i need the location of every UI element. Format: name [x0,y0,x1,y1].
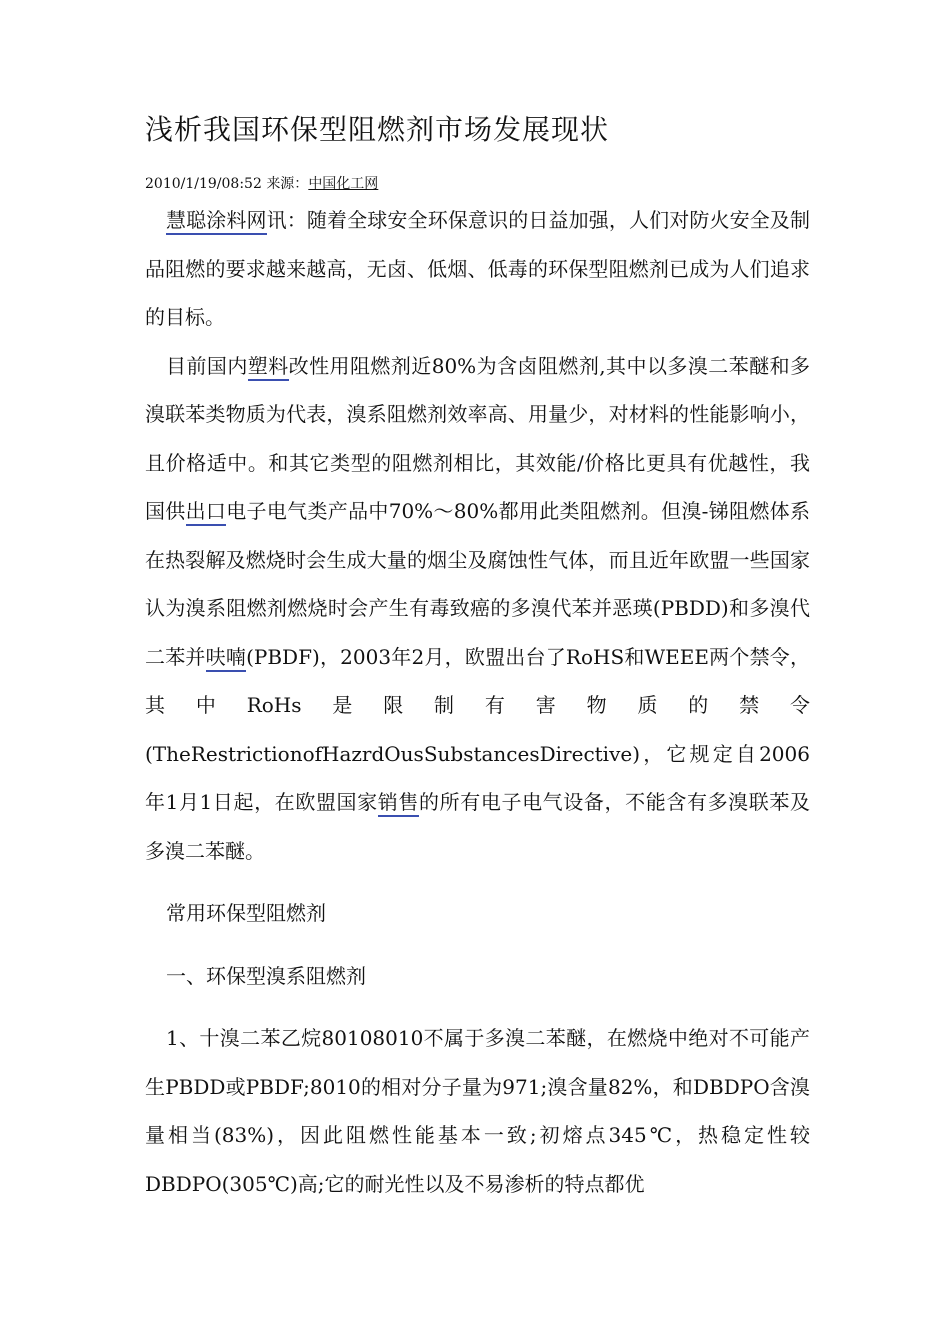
paragraph-text: 电子电气类产品中70%～80%都用此类阻燃剂。但溴-锑阻燃体系在热裂解及燃烧时会生成大量的烟尘及腐蚀性气体，而且近年欧盟一些国家认为溴系阻燃剂燃烧时会产生有毒致癌的多溴代苯并恶瑛(PBDD)和多溴代二苯并 [145,499,810,669]
source-link[interactable]: 中国化工网 [308,176,379,192]
article-title: 浅析我国环保型阻燃剂市场发展现状 [145,113,610,146]
paragraph-item-1: 1、十溴二苯乙烷80108010不属于多溴二苯醚，在燃烧中绝对不可能产生PBDD或PBDF;8010的相对分子量为971;溴含量82%，和DBDPO含溴量相当(83%)，因此阻燃性能基本一致;初熔点345℃，热稳定性较DBDPO(305℃)高;它的耐光性以及不易渗析的特点都优 [145,1026,810,1196]
sales-link[interactable]: 销售 [378,790,419,817]
source-label: 来源： [266,176,309,192]
article-meta [145,173,378,193]
paragraph-market [145,342,810,876]
article-body [145,196,810,1208]
plastic-link[interactable]: 塑料 [248,354,289,381]
paragraph-text: 改性用阻燃剂近80%为含卤阻燃剂,其中以多溴二苯醚和多溴联苯类物质为代表，溴系阻燃剂效率高、用量少，对材料的性能影响小，且价格适中。和其它类型的阻燃剂相比，其效能/价格比更具有优越性，我国供 [145,353,811,523]
furan-link[interactable]: 呋喃 [206,645,246,672]
paragraph-intro [145,196,810,342]
subsection-heading: 一、环保型溴系阻燃剂 [166,963,366,988]
site-link[interactable]: 慧聪涂料网 [166,208,267,235]
export-link[interactable]: 出口 [186,499,227,526]
publish-datetime: 2010/1/19/08:52 [145,176,262,192]
section-heading: 常用环保型阻燃剂 [166,901,326,925]
paragraph-text: 目前国内 [166,353,248,378]
paragraph-text: (PBDF)，2003年2月，欧盟出台了RoHS和WEEE两个禁令，其中RoHs是限制有害物质的禁令(TheRestrictionofHazrdOusSubstancesDirective)，它规定自2006年1月1日起，在欧盟国家 [145,644,811,814]
paragraph-text: 的所有电子电气设备，不能含有多溴联苯及多溴二苯醚。 [145,790,811,863]
paragraph-text: 讯：随着全球安全环保意识的日益加强，人们对防火安全及制品阻燃的要求越来越高，无卤、低烟、低毒的环保型阻燃剂已成为人们追求的目标。 [145,208,811,329]
